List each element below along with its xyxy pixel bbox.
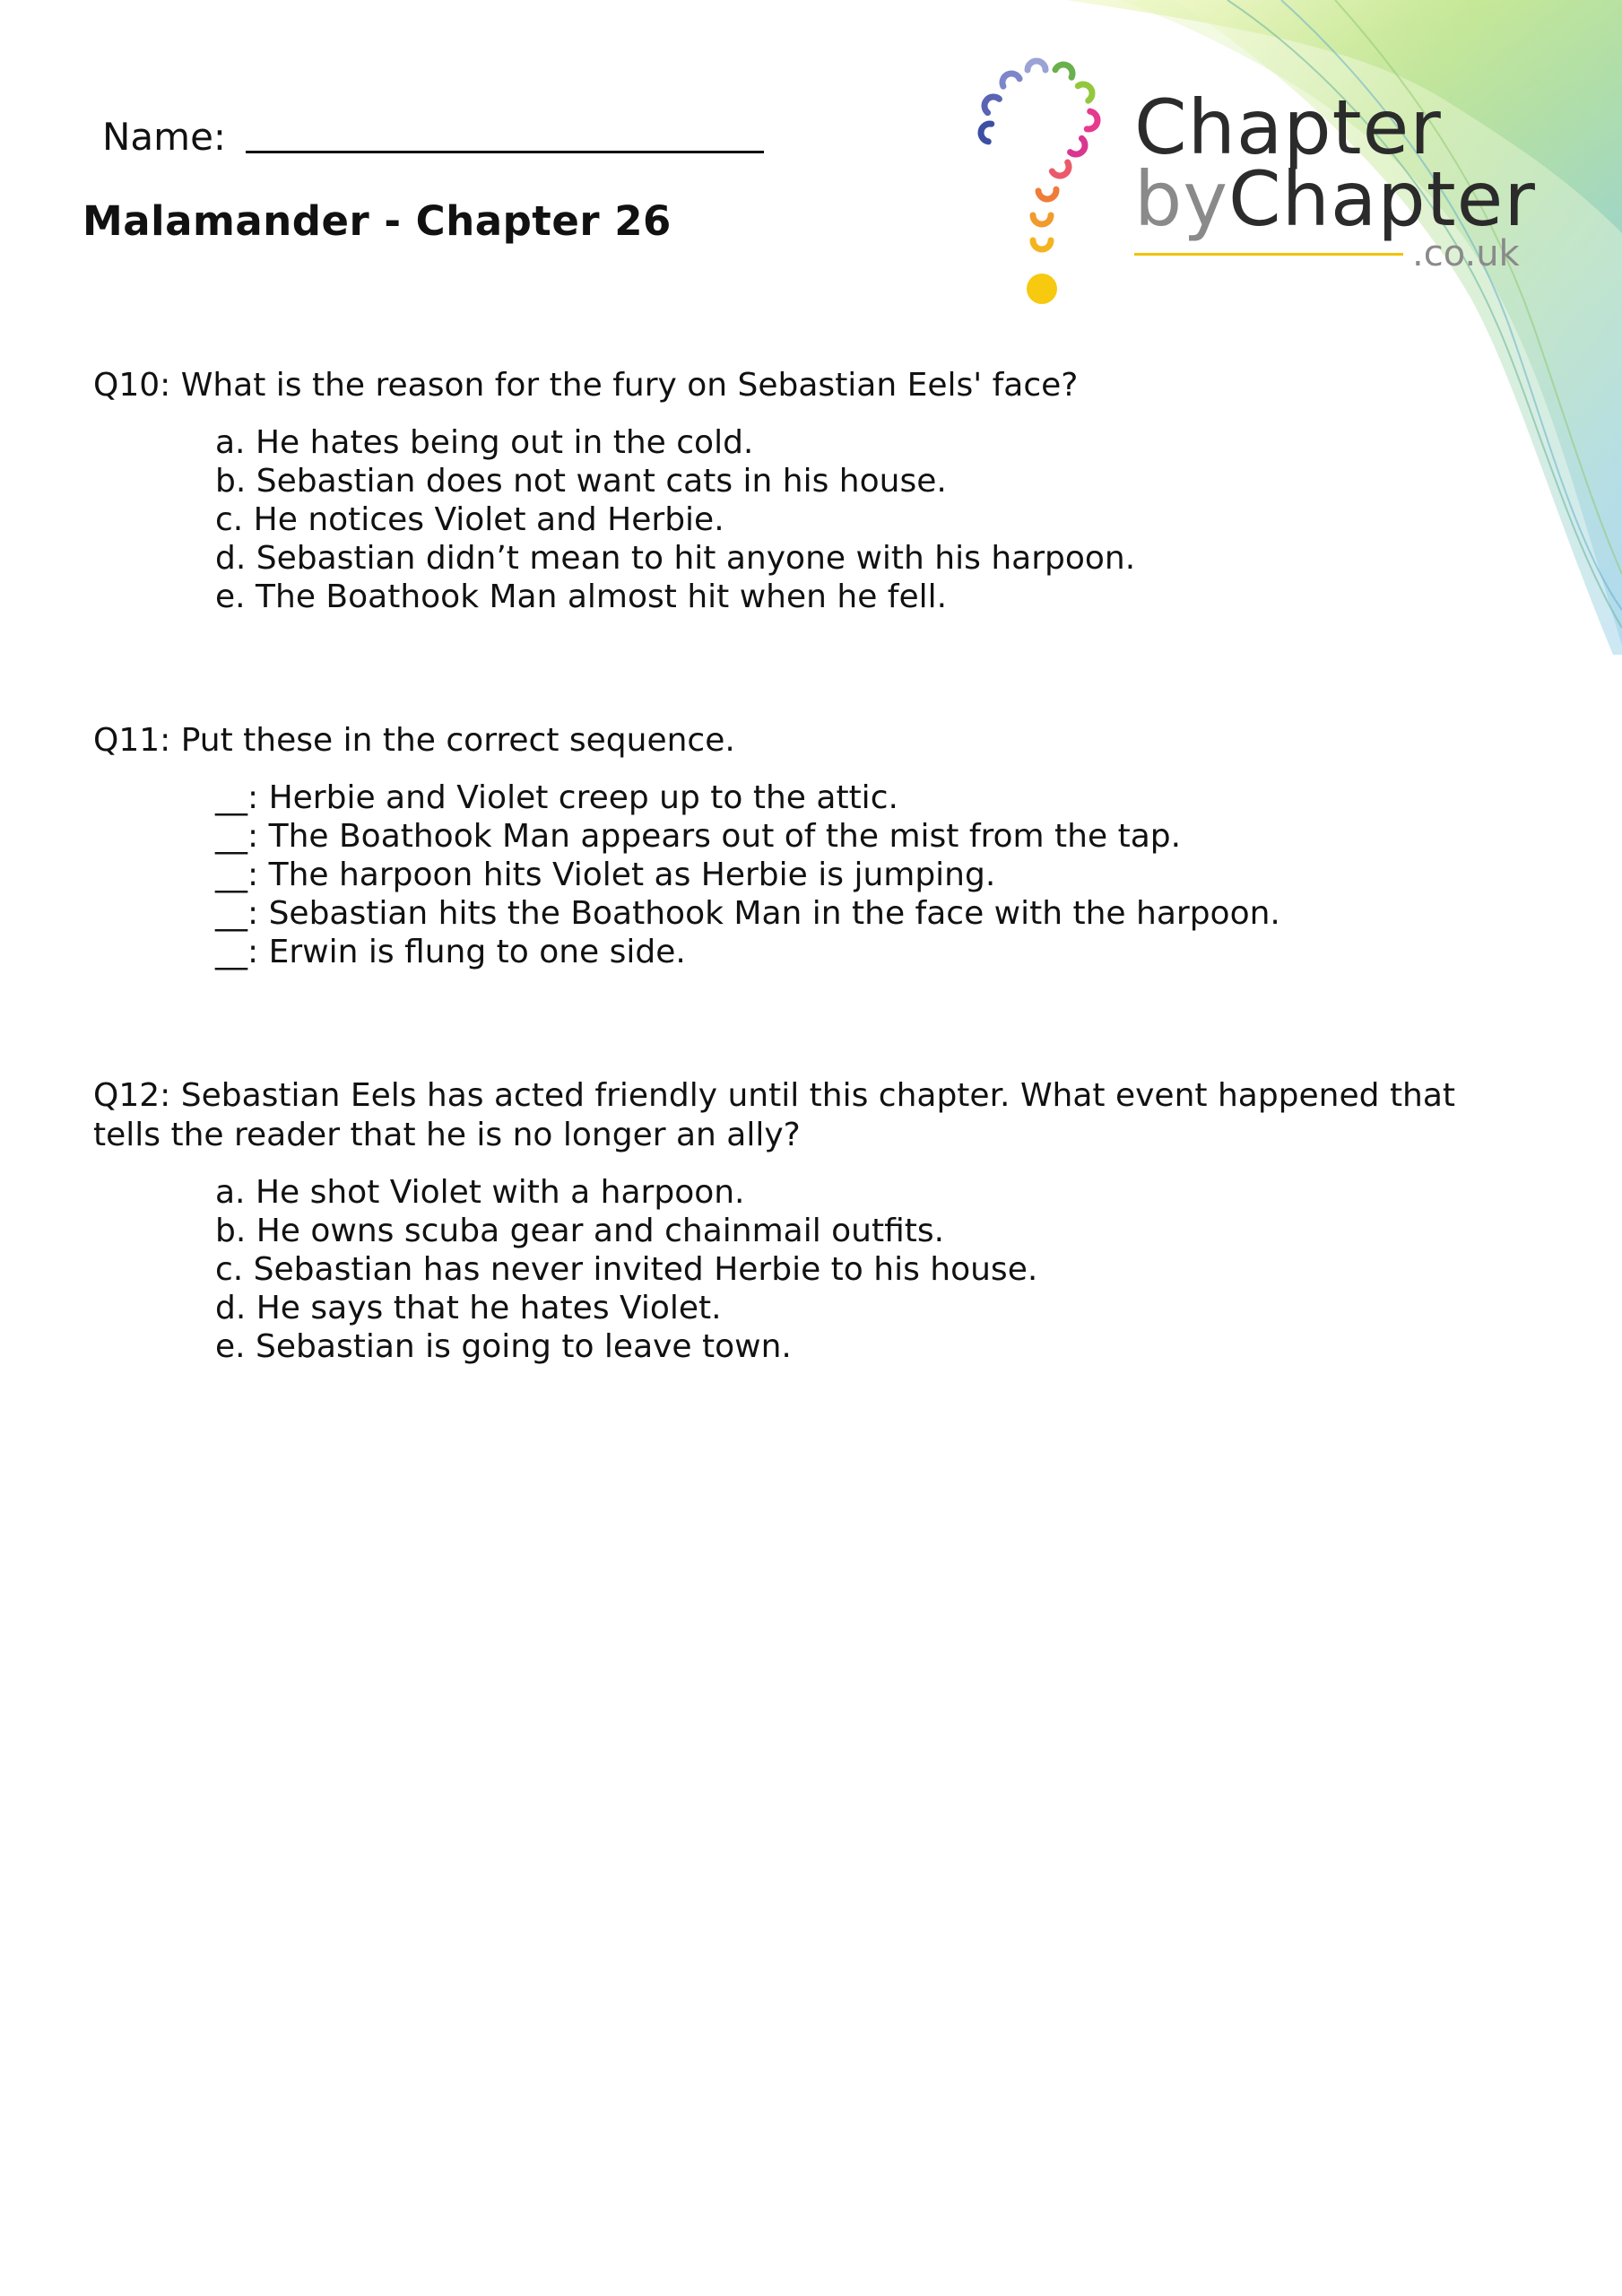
worksheet-title: Malamander - Chapter 26 xyxy=(82,197,672,245)
question-q11 xyxy=(93,721,1492,971)
sequence-item[interactable]: __: Erwin is flung to one side. xyxy=(215,934,686,970)
sequence-items xyxy=(93,778,1492,971)
answer-options xyxy=(93,423,1492,616)
question-prompt: Q10: What is the reason for the fury on Sebastian Eels' face? xyxy=(93,367,1079,404)
sequence-item[interactable]: __: The harpoon hits Violet as Herbie is jumping. xyxy=(215,857,996,893)
sequence-item[interactable]: __: The Boathook Man appears out of the mist from the tap. xyxy=(215,818,1182,855)
answer-option[interactable]: a. He shot Violet with a harpoon. xyxy=(215,1174,745,1211)
answer-option[interactable]: b. Sebastian does not want cats in his house. xyxy=(215,463,947,500)
question-q10 xyxy=(93,366,1492,616)
answer-option[interactable]: d. Sebastian didn’t mean to hit anyone with his harpoon. xyxy=(215,540,1136,577)
name-field-row xyxy=(102,115,764,159)
question-prompt: Q11: Put these in the correct sequence. xyxy=(93,722,735,759)
answer-option[interactable]: e. Sebastian is going to leave town. xyxy=(215,1328,792,1365)
answer-options xyxy=(93,1173,1492,1366)
answer-option[interactable]: d. He says that he hates Violet. xyxy=(215,1290,722,1326)
chapter-by-chapter-logo xyxy=(968,54,1542,314)
answer-option[interactable]: c. He notices Violet and Herbie. xyxy=(215,501,724,538)
answer-option[interactable]: e. The Boathook Man almost hit when he fell. xyxy=(215,578,948,615)
sequence-item[interactable]: __: Herbie and Violet creep up to the attic. xyxy=(215,779,898,816)
logo-domain-suffix: .co.uk xyxy=(1412,233,1520,274)
logo-by: by xyxy=(1134,155,1229,243)
name-input-line[interactable] xyxy=(246,115,764,153)
answer-option[interactable]: a. He hates being out in the cold. xyxy=(215,424,754,461)
answer-option[interactable]: b. He owns scuba gear and chainmail outfits. xyxy=(215,1213,945,1249)
name-label: Name: xyxy=(102,115,227,159)
question-mark-books-icon xyxy=(968,54,1121,314)
logo-chapter: Chapter xyxy=(1228,155,1536,243)
question-prompt: Q12: Sebastian Eels has acted friendly until this chapter. What event happened that tells the reader that he is no longer an ally? xyxy=(93,1077,1456,1153)
logo-wordmark xyxy=(1134,83,1536,243)
question-q12 xyxy=(93,1076,1492,1366)
answer-option[interactable]: c. Sebastian has never invited Herbie to his house. xyxy=(215,1251,1038,1288)
logo-line2 xyxy=(1134,155,1536,243)
logo-line1: Chapter xyxy=(1134,83,1442,171)
sequence-item[interactable]: __: Sebastian hits the Boathook Man in the face with the harpoon. xyxy=(215,895,1280,932)
logo-underline xyxy=(1134,253,1403,256)
